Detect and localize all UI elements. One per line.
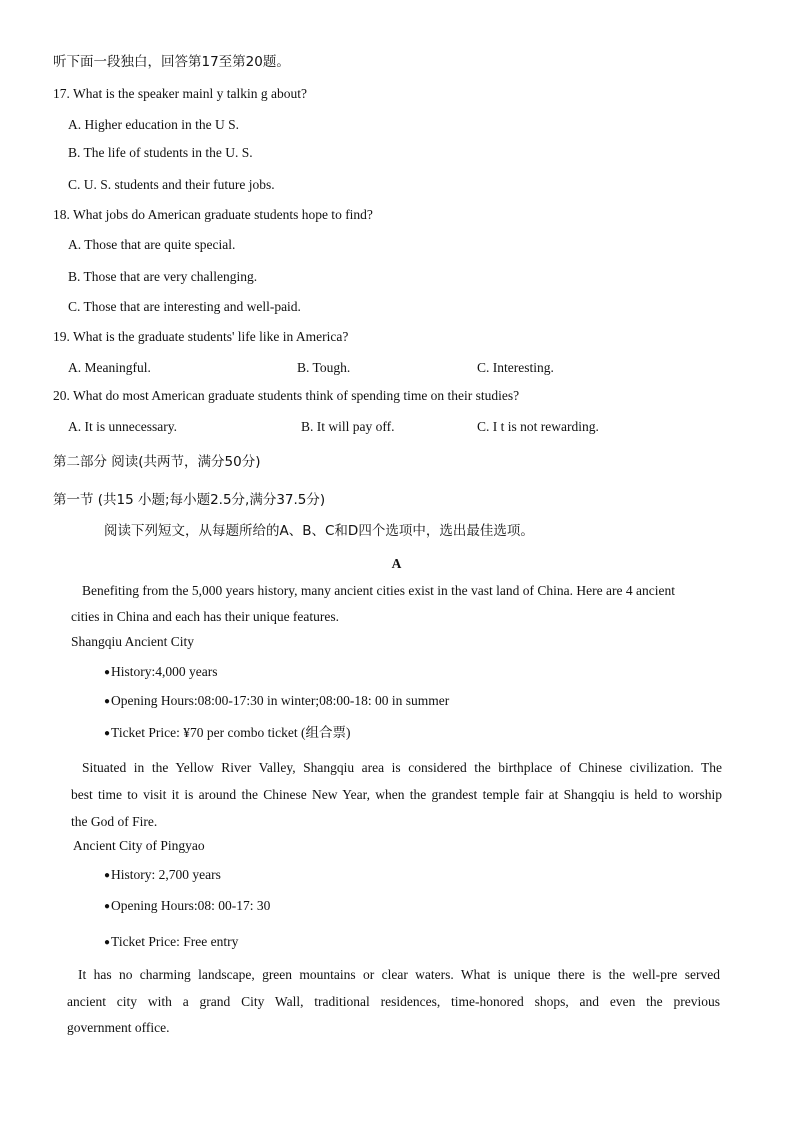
question-19-option-c: C. Interesting. <box>477 360 554 375</box>
shangqiu-desc-line-2: best time to visit it is around the Chinese New Year, when the grandest temple fair at Shangqiu is held to worship <box>71 787 722 802</box>
question-17-stem: 17. What is the speaker mainl y talkin g about? <box>53 86 307 101</box>
pingyao-desc-line-3: government office. <box>67 1020 170 1035</box>
shangqiu-opening-hours-text: Opening Hours:08:00-17:30 in winter;08:00-18: 00 in summer <box>111 693 450 708</box>
shangqiu-history <box>104 663 218 683</box>
pingyao-desc-line-2: ancient city with a grand City Wall, traditional residences, time-honored shops, and even the previous <box>67 994 720 1009</box>
shangqiu-opening-hours <box>104 692 449 712</box>
shangqiu-history-text: History:4,000 years <box>111 664 218 679</box>
shangqiu-ticket-price <box>104 724 351 744</box>
question-18-option-b: B. Those that are very challenging. <box>68 269 258 284</box>
pingyao-ticket-price <box>104 933 238 953</box>
question-17-option-c: C. U. S. students and their future jobs. <box>68 177 275 192</box>
shangqiu-desc-line-1: Situated in the Yellow River Valley, Shangqiu area is considered the birthplace of Chinese civilization. The <box>82 760 722 775</box>
shangqiu-desc-line-3: the God of Fire. <box>71 814 158 829</box>
city-name-pingyao: Ancient City of Pingyao <box>73 838 205 853</box>
pingyao-desc-line-1: It has no charming landscape, green mountains or clear waters. What is unique there is the well-pre served <box>78 967 720 982</box>
passage-intro-line-2: cities in China and each has their unique features. <box>71 609 340 624</box>
pingyao-opening-hours-text: Opening Hours:08: 00-17: 30 <box>111 898 271 913</box>
part-title: 第二部分 阅读(共两节，满分50分) <box>53 454 261 470</box>
question-19-stem: 19. What is the graduate students' life like in America? <box>53 329 349 344</box>
passage-intro-line-1: Benefiting from the 5,000 years history, many ancient cities exist in the vast land of China. Here are 4 ancient <box>82 583 675 598</box>
question-17-option-a: A. Higher education in the U S. <box>68 117 239 132</box>
question-18-option-a: A. Those that are quite special. <box>68 237 236 252</box>
question-20-stem: 20. What do most American graduate students think of spending time on their studies? <box>53 388 520 403</box>
question-20-option-c: C. I t is not rewarding. <box>477 419 599 434</box>
city-name-shangqiu: Shangqiu Ancient City <box>71 634 194 649</box>
pingyao-opening-hours <box>104 897 270 917</box>
question-20-option-b: B. It will pay off. <box>301 419 395 434</box>
question-18-option-c: C. Those that are interesting and well-paid. <box>68 299 301 314</box>
shangqiu-ticket-price-text: Ticket Price: ¥70 per combo ticket (组合票) <box>111 725 351 740</box>
section-title: 第一节 (共15 小题;每小题2.5分,满分37.5分) <box>53 492 326 508</box>
question-17-option-b: B. The life of students in the U. S. <box>68 145 253 160</box>
pingyao-ticket-price-text: Ticket Price: Free entry <box>111 934 239 949</box>
passage-label: A <box>391 556 402 571</box>
question-19-option-a: A. Meaningful. <box>68 360 151 375</box>
pingyao-history-text: History: 2,700 years <box>111 867 221 882</box>
question-18-stem: 18. What jobs do American graduate students hope to find? <box>53 207 373 222</box>
reading-instructions: 阅读下列短文，从每题所给的A、B、C和D四个选项中，选出最佳选项。 <box>104 523 534 539</box>
pingyao-history <box>104 866 221 886</box>
question-19-option-b: B. Tough. <box>297 360 351 375</box>
question-20-option-a: A. It is unnecessary. <box>68 419 177 434</box>
listening-intro: 听下面一段独白，回答第17至第20题。 <box>53 54 290 70</box>
